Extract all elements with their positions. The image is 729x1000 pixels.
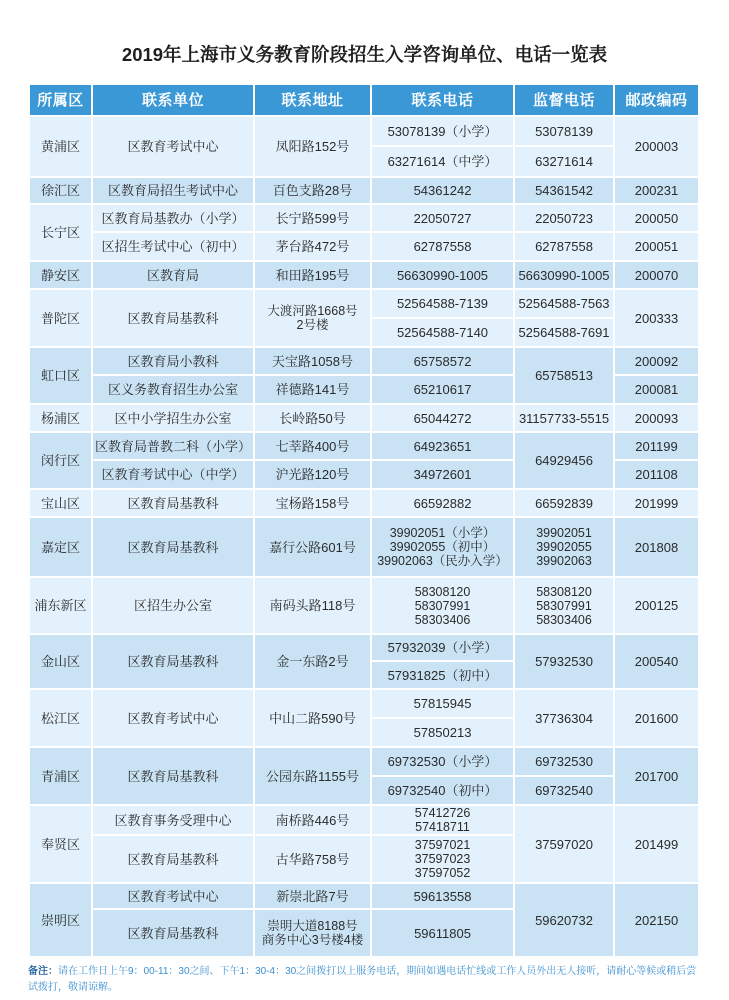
footnote [28,964,704,996]
contact-unit: 区教育考试中心（中学） [93,461,255,490]
contact-unit: 区教育局普教二科（小学） [93,433,255,461]
contact-phone: 57932039（小学） [372,635,515,662]
postcode: 202150 [615,884,700,958]
postcode: 201700 [615,748,700,806]
table-row [30,490,700,518]
contact-phone: 39902063（民办入学） [377,554,508,568]
table-row [30,578,700,635]
district-name: 徐汇区 [30,178,93,205]
postcode: 201808 [615,518,700,578]
contact-unit: 区教育局基教科 [93,635,255,690]
consultation-table [30,85,700,958]
district-name: 嘉定区 [30,518,93,578]
table-row [30,233,700,262]
contact-address: 和田路195号 [255,262,372,290]
contact-address: 宝杨路158号 [255,490,372,518]
supervision-phone: 69732540 [515,777,615,806]
contact-phone: 65758572 [372,348,515,376]
contact-address: 商务中心3号楼4楼 [261,933,364,947]
district-name: 崇明区 [30,884,93,958]
contact-unit: 区招生考试中心（初中） [93,233,255,262]
contact-unit: 区教育局 [93,262,255,290]
contact-address: 中山二路590号 [255,690,372,748]
contact-address: 大渡河路1668号 [267,304,358,318]
contact-phone: 59613558 [372,884,515,910]
contact-address-cell [255,290,372,348]
postcode: 200081 [615,376,700,405]
contact-unit: 区义务教育招生办公室 [93,376,255,405]
district-name: 闵行区 [30,433,93,490]
supervision-phone: 59620732 [515,884,615,958]
header-row [30,85,700,117]
postcode: 200092 [615,348,700,376]
postcode: 200540 [615,635,700,690]
contact-address: 公园东路1155号 [255,748,372,806]
header-unit: 联系单位 [93,85,255,117]
district-name: 普陀区 [30,290,93,348]
contact-address: 祥德路141号 [255,376,372,405]
header-postcode: 邮政编码 [615,85,700,117]
contact-address: 长岭路50号 [255,405,372,433]
contact-unit: 区教育考试中心 [93,117,255,178]
postcode: 200051 [615,233,700,262]
contact-phone: 54361242 [372,178,515,205]
district-name: 虹口区 [30,348,93,405]
district-name: 奉贤区 [30,806,93,884]
contact-phone: 69732530（小学） [372,748,515,777]
supervision-phone: 58308120 [536,584,592,599]
contact-phone: 62787558 [372,233,515,262]
contact-address: 天宝路1058号 [255,348,372,376]
footnote-label: 备注： [28,966,58,977]
supervision-phone: 39902051 [536,526,592,540]
supervision-phone: 69732530 [515,748,615,777]
contact-phone: 57850213 [372,719,515,748]
postcode: 200070 [615,262,700,290]
postcode: 201600 [615,690,700,748]
table-row [30,405,700,433]
postcode: 201499 [615,806,700,884]
district-name: 松江区 [30,690,93,748]
footnote-text: 请在工作日上午9：00-11：30之间、下午1：30-4：30之间拨打以上服务电话，期间如遇电话忙线或工作人员外出无人接听，请耐心等候或稍后尝试拨打，敬请谅解。 [28,966,697,993]
table-row [30,690,700,719]
contact-phone: 22050727 [372,205,515,233]
supervision-phone: 52564588-7691 [515,319,615,348]
contact-unit: 区教育考试中心 [93,884,255,910]
contact-unit: 区教育局小教科 [93,348,255,376]
contact-phone: 59611805 [372,910,515,958]
contact-address: 南桥路446号 [255,806,372,836]
supervision-phone: 37597020 [515,806,615,884]
contact-address: 茅台路472号 [255,233,372,262]
supervision-phone: 54361542 [515,178,615,205]
supervision-phone: 57932530 [515,635,615,690]
postcode: 200050 [615,205,700,233]
contact-unit: 区中小学招生办公室 [93,405,255,433]
contact-address: 七莘路400号 [255,433,372,461]
table-row [30,433,700,461]
postcode: 201999 [615,490,700,518]
contact-unit: 区教育局基教科 [93,290,255,348]
contact-address: 古华路758号 [255,836,372,884]
supervision-phone-cell [515,518,615,578]
contact-unit: 区教育局基教科 [93,490,255,518]
contact-phone: 37597021 [414,838,471,852]
contact-phone-cell [372,806,515,836]
contact-unit: 区教育考试中心 [93,690,255,748]
table-row [30,635,700,662]
supervision-phone: 66592839 [515,490,615,518]
supervision-phone: 58303406 [536,612,592,627]
table-row [30,290,700,319]
district-name: 浦东新区 [30,578,93,635]
district-name: 长宁区 [30,205,93,262]
contact-unit: 区教育局基教科 [93,748,255,806]
district-name: 金山区 [30,635,93,690]
contact-address: 长宁路599号 [255,205,372,233]
supervision-phone: 63271614 [515,147,615,178]
contact-address: 沪光路120号 [255,461,372,490]
contact-phone: 52564588-7140 [372,319,515,348]
postcode: 201108 [615,461,700,490]
contact-address: 嘉行公路601号 [255,518,372,578]
contact-address-cell [255,910,372,958]
contact-address: 凤阳路152号 [255,117,372,178]
contact-unit: 区教育局基教科 [93,518,255,578]
contact-phone: 37597023 [414,852,471,866]
contact-phone: 37597052 [414,866,471,880]
table-row [30,518,700,578]
postcode: 200231 [615,178,700,205]
supervision-phone: 58307991 [536,598,592,613]
contact-phone: 57931825（初中） [372,662,515,690]
contact-phone-cell [372,518,515,578]
supervision-phone: 31157733-5515 [515,405,615,433]
contact-phone: 64923651 [372,433,515,461]
contact-phone: 63271614（中学） [372,147,515,178]
postcode: 200093 [615,405,700,433]
contact-unit: 区招生办公室 [93,578,255,635]
contact-phone: 57815945 [372,690,515,719]
contact-phone: 57418711 [415,820,470,834]
postcode: 200333 [615,290,700,348]
supervision-phone: 65758513 [515,348,615,405]
table-row [30,748,700,777]
contact-phone: 66592882 [372,490,515,518]
contact-address: 南码头路118号 [255,578,372,635]
supervision-phone: 52564588-7563 [515,290,615,319]
postcode: 201199 [615,433,700,461]
contact-phone: 52564588-7139 [372,290,515,319]
district-name: 宝山区 [30,490,93,518]
district-name: 青浦区 [30,748,93,806]
header-address: 联系地址 [255,85,372,117]
contact-phone: 39902055（初中） [389,540,496,554]
postcode: 200125 [615,578,700,635]
district-name: 静安区 [30,262,93,290]
supervision-phone-cell [515,578,615,635]
contact-phone: 57412726 [414,806,471,820]
supervision-phone: 37736304 [515,690,615,748]
supervision-phone: 64929456 [515,433,615,490]
contact-address: 新崇北路7号 [255,884,372,910]
header-supervision: 监督电话 [515,85,615,117]
contact-phone: 39902051（小学） [389,526,496,540]
supervision-phone: 39902063 [536,554,592,568]
supervision-phone: 39902055 [536,540,592,554]
table-row [30,884,700,910]
supervision-phone: 62787558 [515,233,615,262]
contact-phone: 58308120 [414,584,471,599]
table-row [30,117,700,147]
table-row [30,262,700,290]
contact-phone: 34972601 [372,461,515,490]
district-name: 杨浦区 [30,405,93,433]
postcode: 200003 [615,117,700,178]
contact-phone: 69732540（初中） [372,777,515,806]
contact-unit: 区教育局招生考试中心 [93,178,255,205]
contact-unit: 区教育局基教科 [93,910,255,958]
contact-unit: 区教育事务受理中心 [93,806,255,836]
table-row [30,806,700,836]
district-name: 黄浦区 [30,117,93,178]
contact-unit: 区教育局基教科 [93,836,255,884]
contact-phone: 53078139（小学） [372,117,515,147]
contact-address: 崇明大道8188号 [267,919,358,933]
supervision-phone: 56630990-1005 [515,262,615,290]
contact-phone: 58307991 [414,598,471,613]
contact-phone: 65044272 [372,405,515,433]
supervision-phone: 22050723 [515,205,615,233]
page-title: 2019年上海市义务教育阶段招生入学咨询单位、电话一览表 [121,44,608,65]
contact-phone-cell [372,578,515,635]
header-phone: 联系电话 [372,85,515,117]
contact-address: 金一东路2号 [255,635,372,690]
supervision-phone: 53078139 [515,117,615,147]
table-row [30,205,700,233]
contact-phone-cell [372,836,515,884]
table-row [30,178,700,205]
table-row [30,348,700,376]
contact-address: 2号楼 [296,318,329,332]
header-district: 所属区 [30,85,93,117]
contact-phone: 65210617 [372,376,515,405]
contact-unit: 区教育局基教办（小学） [93,205,255,233]
contact-phone: 58303406 [414,612,471,627]
contact-phone: 56630990-1005 [372,262,515,290]
contact-address: 百色支路28号 [255,178,372,205]
